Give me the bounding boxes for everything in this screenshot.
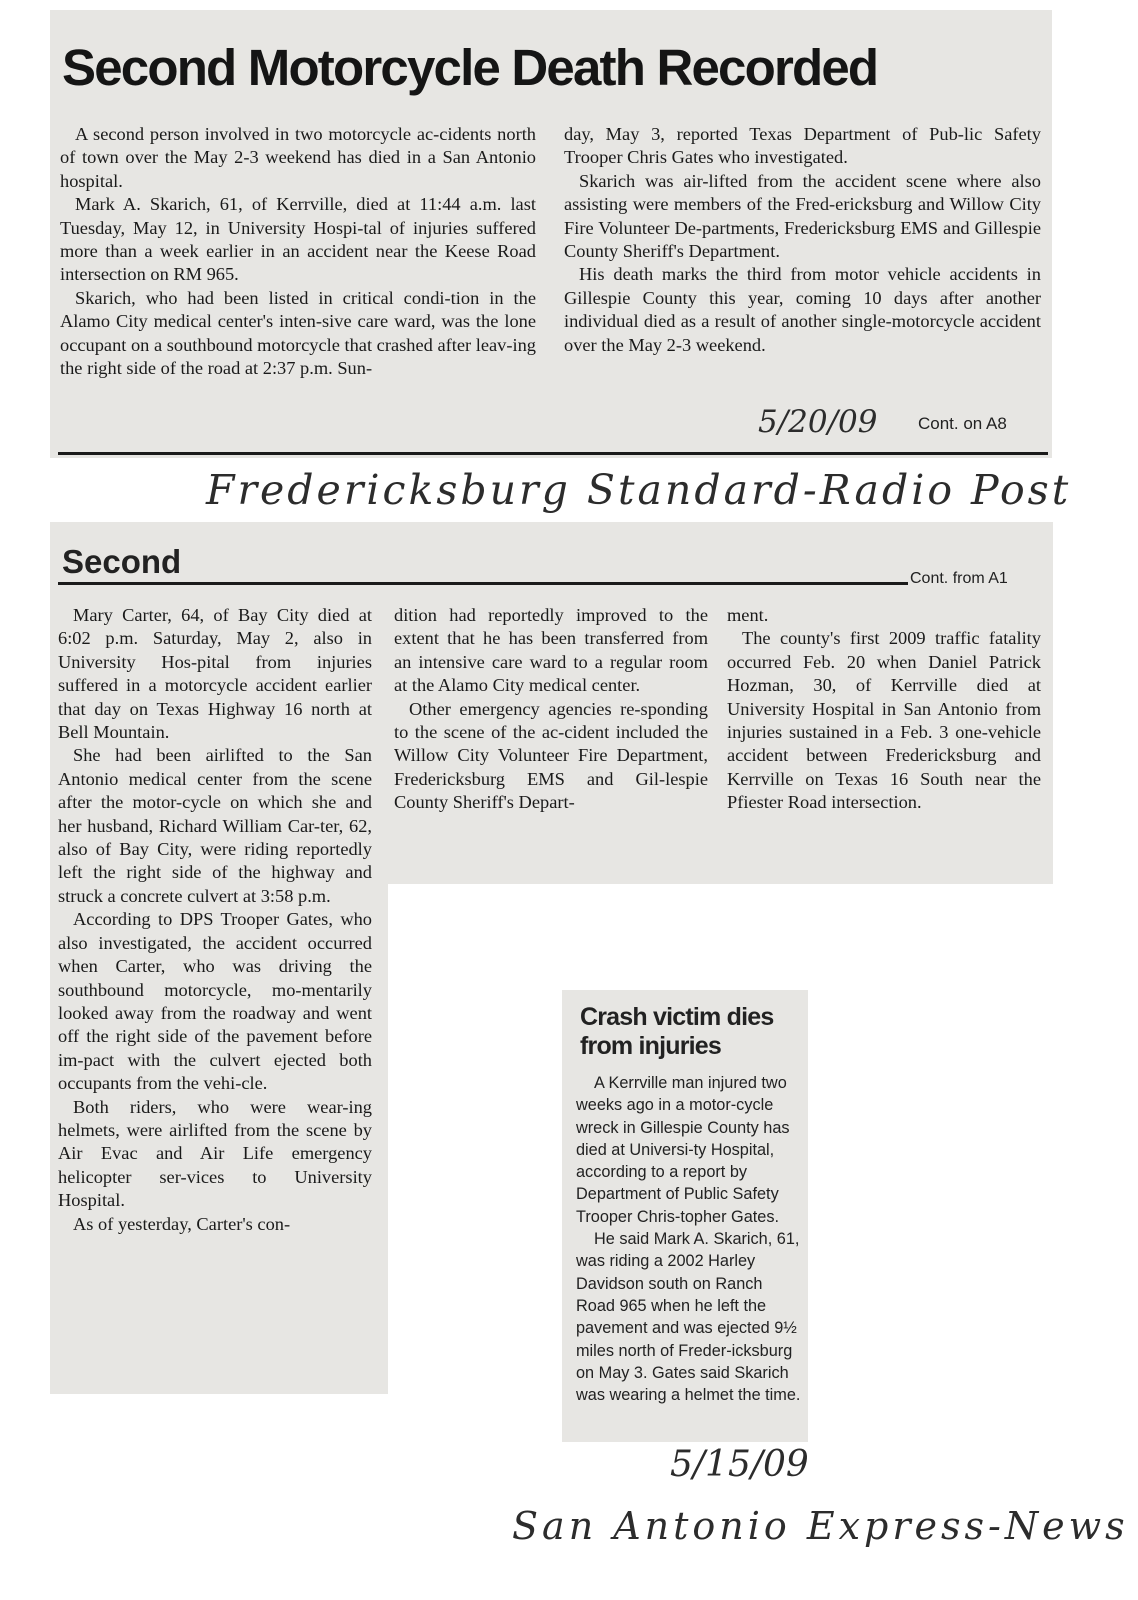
paragraph: dition had reportedly improved to the extent that he has been transferred from an intensive care ward to a regular room at the Alamo City medical center. bbox=[394, 605, 708, 696]
paragraph: A second person involved in two motorcycle ac-cidents north of town over the May 2-3 weekend has died in a San Antonio hospital. bbox=[60, 124, 536, 191]
clipping2-column-2 bbox=[394, 604, 708, 815]
headline: Second Motorcycle Death Recorded bbox=[62, 39, 878, 96]
divider-rule bbox=[58, 452, 1048, 455]
clipping2-column-1 bbox=[58, 604, 372, 1236]
paragraph: Both riders, who were wear-ing helmets, were airlifted from the scene by Air Evac and Air Life emergency helicopter ser-vices to University Hospital. bbox=[58, 1096, 372, 1211]
continued-note-a8: Cont. on A8 bbox=[918, 414, 1007, 433]
brief-headline: Crash victim dies from injuries bbox=[580, 1003, 774, 1060]
paragraph: Skarich, who had been listed in critical condi-tion in the Alamo City medical center's inten-sive care ward, was the lone occupant on a southbound motorcycle that crashed after leav-ing the right side of the road at 2:37 p.m. Sun- bbox=[60, 287, 536, 379]
clipping2-column-3 bbox=[727, 604, 1041, 815]
paragraph: ment. bbox=[727, 605, 769, 625]
paragraph: Mary Carter, 64, of Bay City died at 6:02 p.m. Saturday, May 2, also in University Hos-pital from injuries suffered in a motorcycle accident earlier that day on Texas Highway 16 north at Bell Mountain. bbox=[58, 605, 372, 743]
continued-note-a1: Cont. from A1 bbox=[910, 570, 1008, 587]
handwritten-source-1: Fredericksburg Standard-Radio Post bbox=[206, 466, 1072, 514]
continuation-slug: Second bbox=[62, 543, 182, 580]
paragraph: She had been airlifted to the San Antonio medical center from the scene after the motor-cycle on which she and her husband, Richard William Car-ter, 62, also of Bay City, were riding reportedly left the right side of the highway and struck a concrete culvert at 3:58 p.m. bbox=[58, 745, 372, 906]
clipping1-column-2 bbox=[564, 123, 1041, 357]
paragraph: Other emergency agencies re-sponding to the scene of the ac-cident included the Willow City Volunteer Fire Department, Fredericksburg EMS and Gil-lespie County Sheriff's Depart- bbox=[394, 698, 708, 813]
paragraph: Skarich was air-lifted from the accident scene where also assisting were members of the Fred-ericksburg and Willow City Fire Volunteer De-partments, Fredericksburg EMS and Gillespie County Sheriff's Department. bbox=[564, 170, 1041, 262]
handwritten-date-1: 5/20/09 bbox=[758, 404, 878, 440]
paragraph: A Kerrville man injured two weeks ago in a motor-cycle wreck in Gillespie County has died at Universi-ty Hospital, according to a report by Department of Public Safety Trooper Chris-topher Gates. bbox=[576, 1074, 790, 1226]
handwritten-date-2: 5/15/09 bbox=[670, 1444, 809, 1485]
paragraph: He said Mark A. Skarich, 61, was riding a 2002 Harley Davidson south on Ranch Road 965 when he left the pavement and was ejected 9½ miles north of Freder-icksburg on May 3. Gates said Skarich was wearing a helmet the time. bbox=[576, 1230, 801, 1405]
paragraph: As of yesterday, Carter's con- bbox=[73, 1213, 291, 1234]
brief-body bbox=[576, 1072, 801, 1406]
clipping1-column-1 bbox=[60, 123, 536, 380]
handwritten-source-2: San Antonio Express-News bbox=[512, 1504, 1129, 1548]
paragraph: day, May 3, reported Texas Department of Pub-lic Safety Trooper Chris Gates who investigated. bbox=[564, 124, 1041, 168]
paragraph: The county's first 2009 traffic fatality occurred Feb. 20 when Daniel Patrick Hozman, 30, of Kerrville died at University Hospital in San Antonio from injuries sustained in a Feb. 3 one-vehicle accident between Fredericksburg and Kerrville on Texas 16 South near the Pfiester Road intersection. bbox=[727, 628, 1041, 813]
paragraph: His death marks the third from motor vehicle accidents in Gillespie County this year, coming 10 days after another individual died as a result of another single-motorcycle accident over the May 2-3 weekend. bbox=[564, 264, 1041, 355]
paragraph: Mark A. Skarich, 61, of Kerrville, died at 11:44 a.m. last Tuesday, May 12, in University Hospi-tal of injuries suffered more than a week earlier in an accident near the Keese Road intersection on RM 965. bbox=[60, 194, 536, 285]
slug-rule bbox=[58, 582, 908, 585]
paragraph: According to DPS Trooper Gates, who also investigated, the accident occurred when Carter, who was driving the southbound motorcycle, mo-mentarily looked away from the roadway and went off the right side of the pavement before im-pact with the culvert ejected both occupants from the vehi-cle. bbox=[58, 909, 372, 1094]
